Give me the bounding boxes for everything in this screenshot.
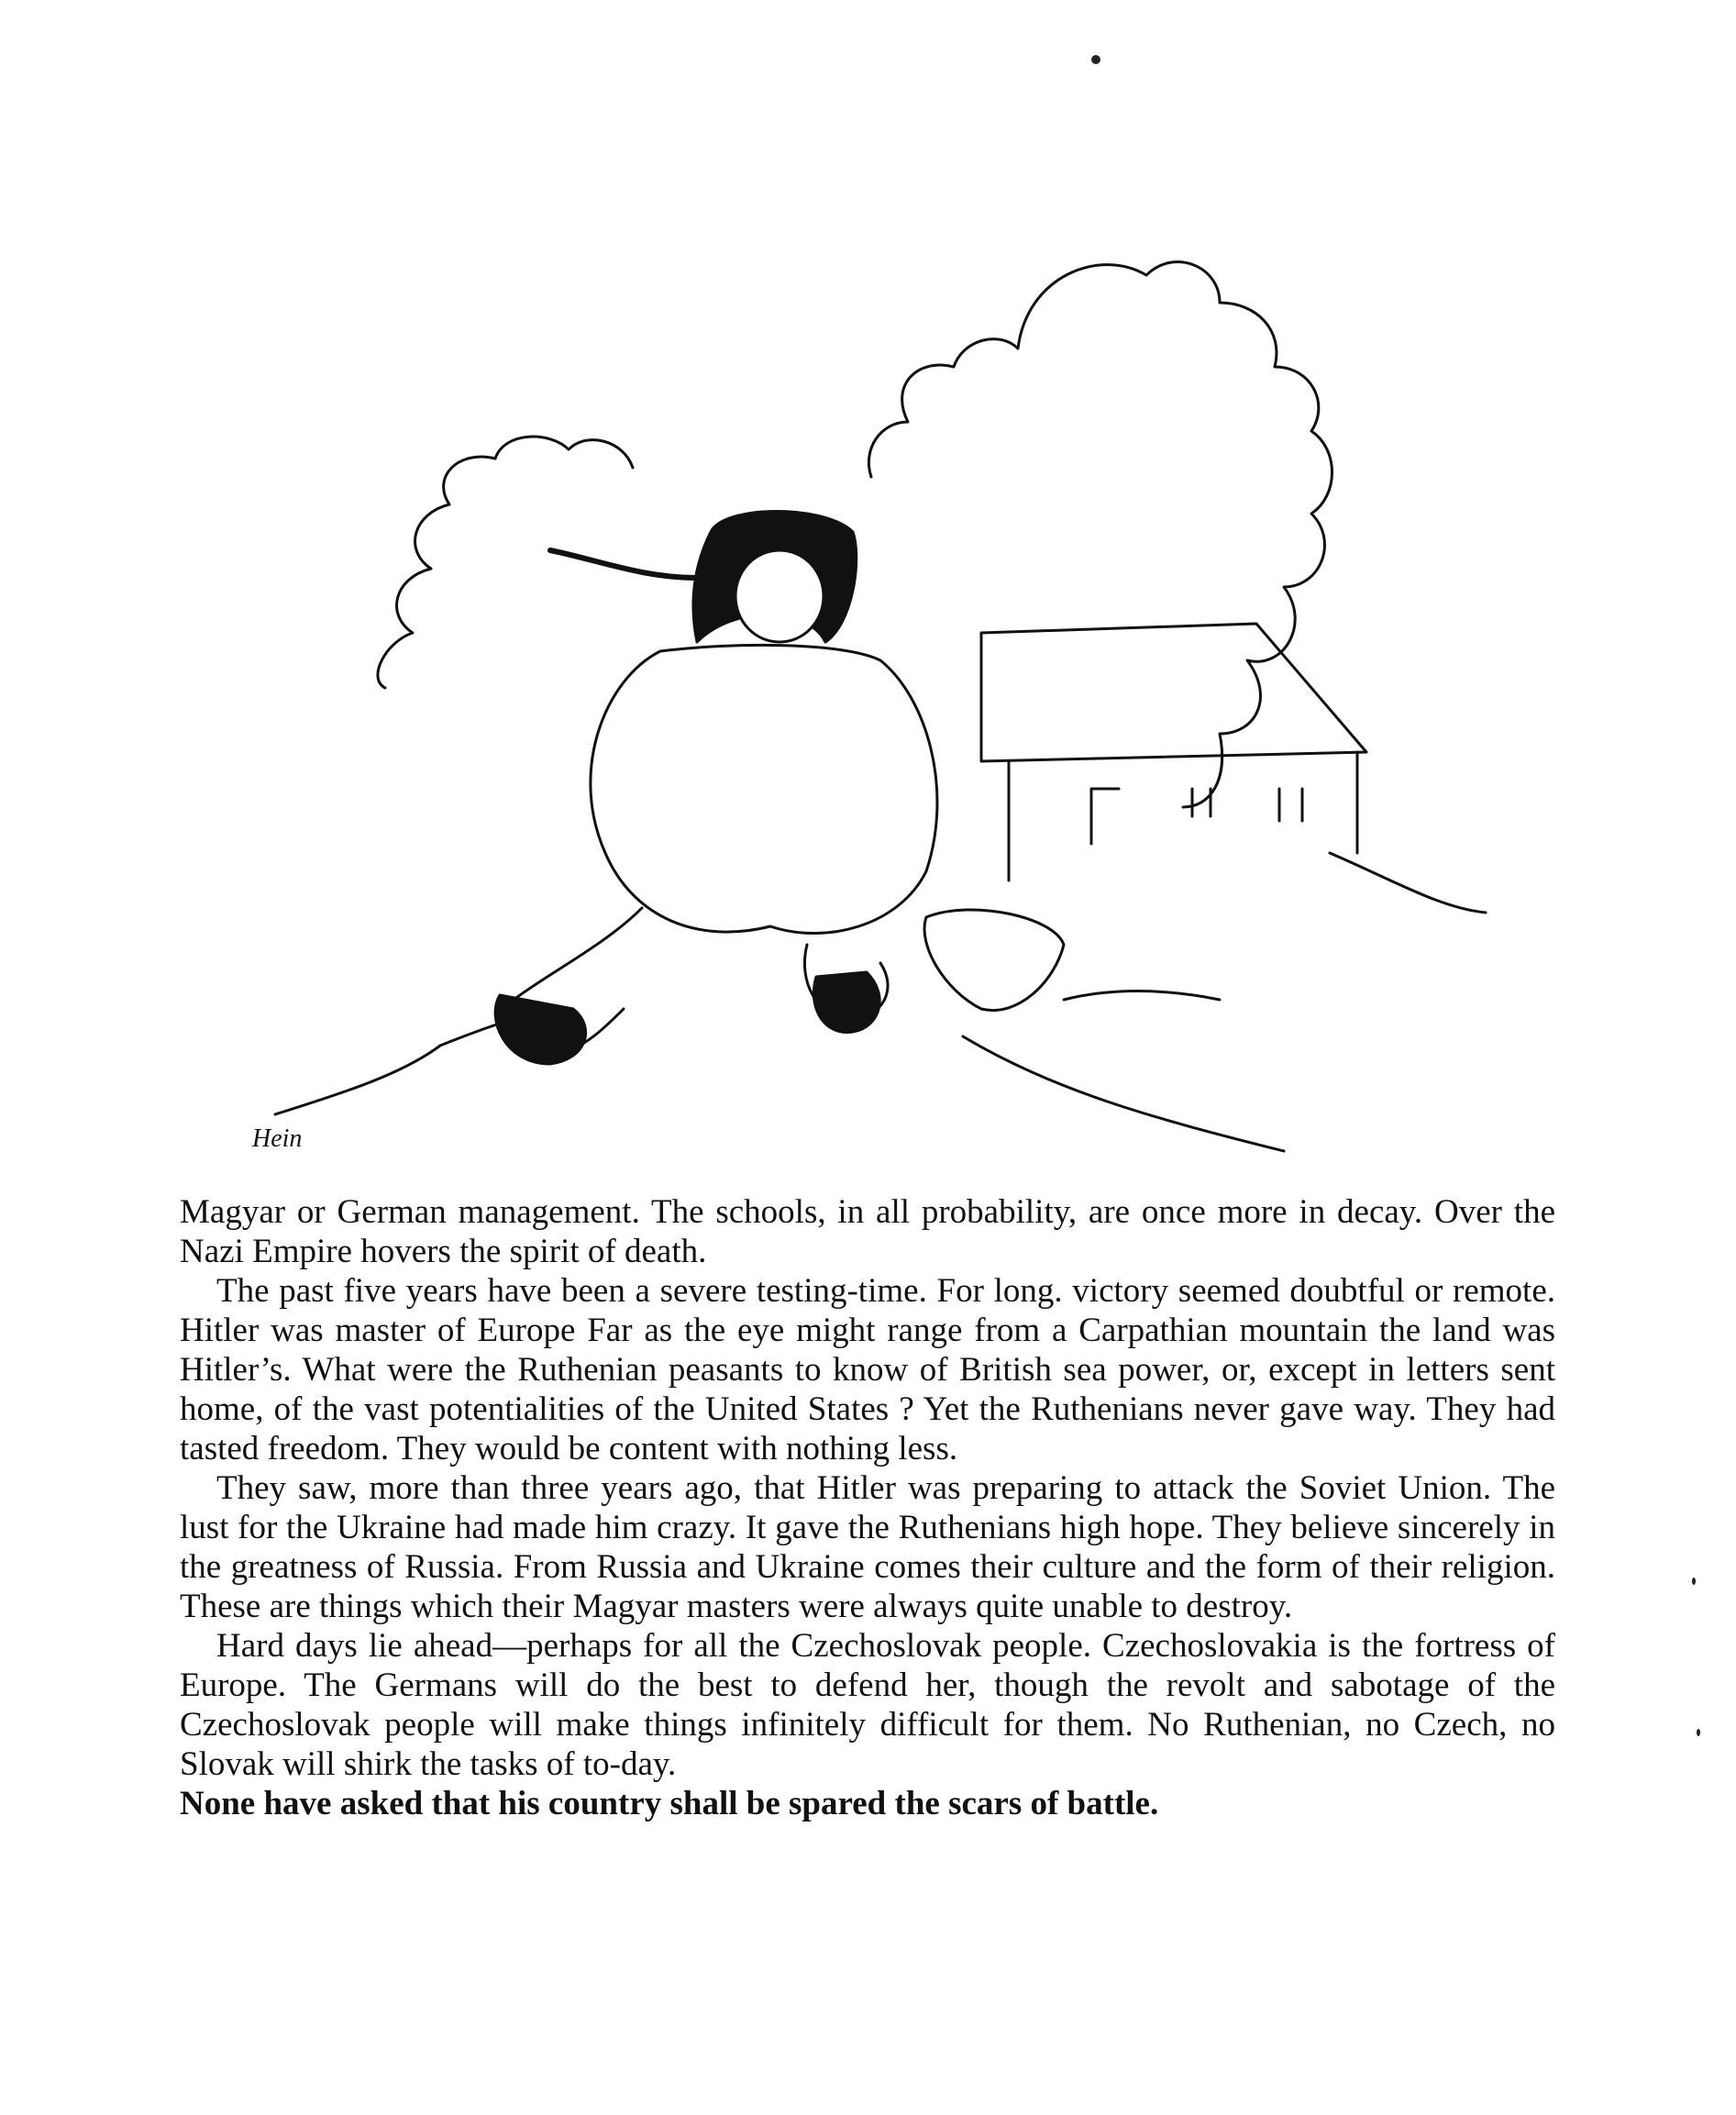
ground: [275, 991, 1284, 1151]
closing-line: None have asked that his country shall be spared the scars of battle.: [180, 1785, 1159, 1822]
house-windows: [1091, 789, 1302, 844]
article-text: [180, 1192, 1555, 1823]
stray-mark: [1091, 55, 1100, 64]
artist-signature: Hein: [252, 1124, 303, 1153]
right-tree: [868, 262, 1332, 807]
house-roof: [981, 624, 1366, 761]
child-boot-left: [495, 995, 586, 1064]
stray-mark: [1692, 1578, 1696, 1585]
paragraph: The past five years have been a severe testing-time. For long. victory seemed doubtful or remote. Hitler was master of Europe Far as the eye might range from a Carpathian mountain the land was Hitler’s. What were the Ruthenian peasants to know of British sea power, or, except in letters sent home, of the vast potentialities of the United States ? Yet the Ruthenians never gave way. They had tasted freedom. They would be content with nothing less.: [180, 1272, 1555, 1467]
child-face: [735, 550, 824, 642]
paragraph: They saw, more than three years ago, that Hitler was preparing to attack the Soviet Union. The lust for the Ukraine had made him crazy. It gave the Ruthenians high hope. They believe sincerely in the greatness of Russia. From Russia and Ukraine comes their culture and the form of their religion. These are things which their Magyar masters were always quite unable to destroy.: [180, 1469, 1555, 1625]
child-boot-right: [813, 972, 879, 1033]
paragraph: Hard days lie ahead—perhaps for all the Czechoslovak people. Czechoslovakia is the fortress of Europe. The Germans will do the best to defend her, though the revolt and sabotage of the Czechoslovak people will make things infinitely difficult for them. No Ruthenian, no Czech, no Slovak will shirk the tasks of to-day.: [180, 1627, 1555, 1783]
feather: [550, 550, 697, 578]
house-wall: [1009, 752, 1486, 913]
paragraph: Magyar or German management. The schools, in all probability, are once more in decay. Over the Nazi Empire hovers the spirit of death.: [180, 1193, 1555, 1270]
stump: [924, 910, 1064, 1011]
stray-mark: [1697, 1729, 1700, 1736]
child-body: [591, 645, 937, 933]
